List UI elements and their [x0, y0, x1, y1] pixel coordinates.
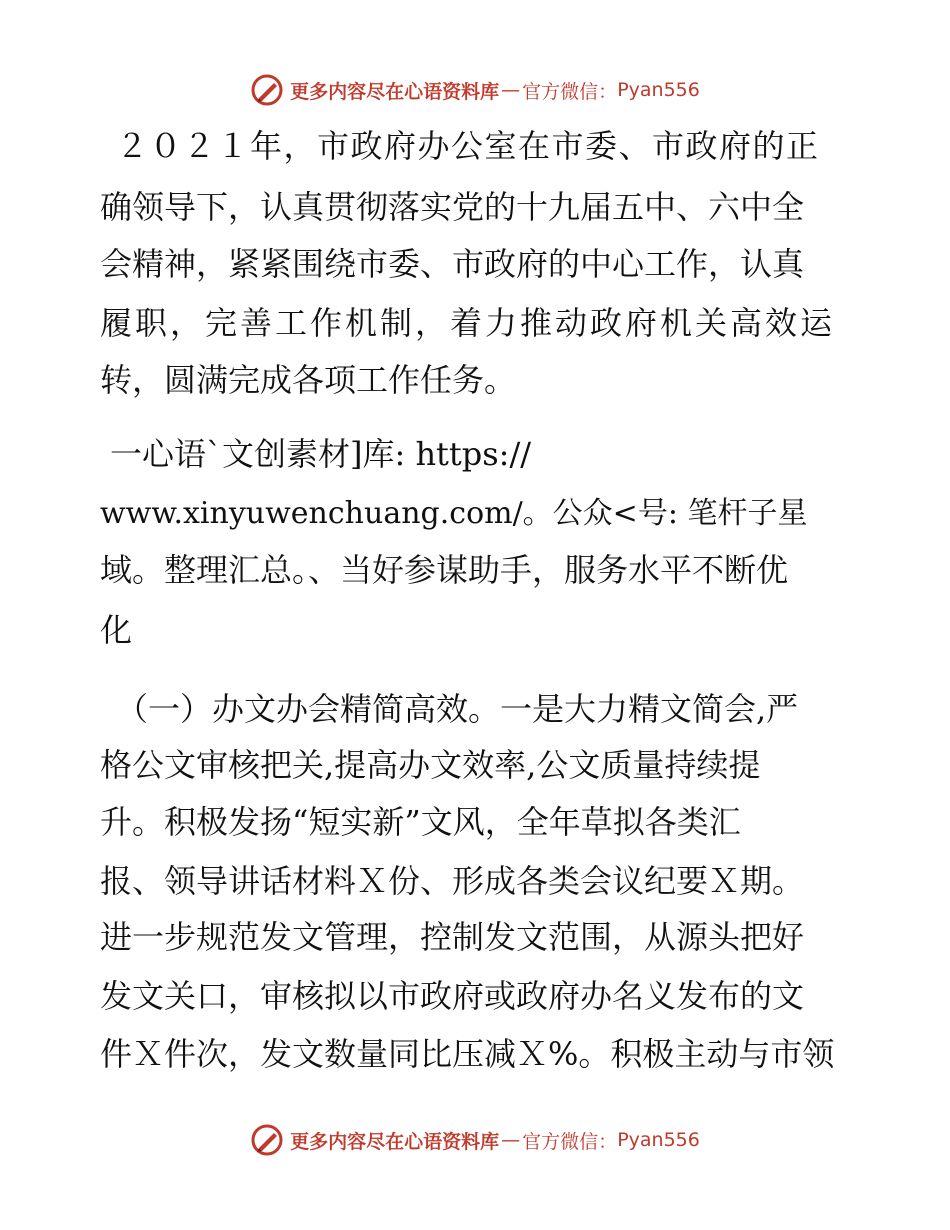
text-line: 域。整理汇总。、当好参谋助手，服务水平不断优	[100, 551, 789, 589]
text-line: 履职，完善工作机制，着力推动政府机关高效运	[100, 304, 836, 342]
text-line: 格公文审核把关,提高办文效率,公文质量持续提	[100, 746, 761, 784]
watermark-main-text: 更多内容尽在心语资料库	[290, 1130, 500, 1153]
text-line: 发文关口，审核拟以市政府或政府办名义发布的文	[100, 977, 805, 1015]
watermark-banner-top	[0, 70, 950, 110]
text-line: 一心语`文创素材]库: https://	[110, 435, 532, 473]
watermark-label: 官方微信：	[522, 80, 618, 103]
text-line: 升。积极发扬“短实新”文风，全年草拟各类汇	[100, 803, 741, 841]
text-line: 会精神，紧紧围绕市委、市政府的中心工作，认真	[100, 245, 805, 283]
text-line: 化	[100, 611, 133, 649]
pen-logo-icon	[250, 1123, 284, 1157]
text-line: 报、领导讲话材料Ｘ份、形成各类会议纪要Ｘ期。	[100, 862, 805, 900]
text-line: ２０２１年，市政府办公室在市委、市政府的正	[116, 127, 820, 165]
watermark-id: Pyan556	[617, 79, 700, 101]
text-line: 确领导下，认真贯彻落实党的十九届五中、六中全	[100, 188, 805, 226]
watermark-main-text: 更多内容尽在心语资料库	[290, 80, 500, 103]
watermark-dash: —	[501, 79, 521, 101]
text-line: 进一步规范发文管理，控制发文范围，从源头把好	[100, 918, 805, 956]
watermark-dash: —	[501, 1129, 521, 1151]
text-line: www.xinyuwenchuang.com/。公众<号: 笔杆子星	[100, 496, 808, 531]
text-line: 件Ｘ件次，发文数量同比压减Ｘ%。积极主动与市领	[100, 1035, 835, 1073]
watermark-banner-bottom	[0, 1120, 950, 1160]
text-line: 转，圆满完成各项工作任务。	[100, 361, 517, 399]
pen-logo-icon	[250, 73, 284, 107]
watermark-id: Pyan556	[617, 1129, 700, 1151]
text-line: （一）办文办会精简高效。一是大力精文简会,严	[116, 690, 799, 728]
watermark-label: 官方微信：	[522, 1130, 618, 1153]
